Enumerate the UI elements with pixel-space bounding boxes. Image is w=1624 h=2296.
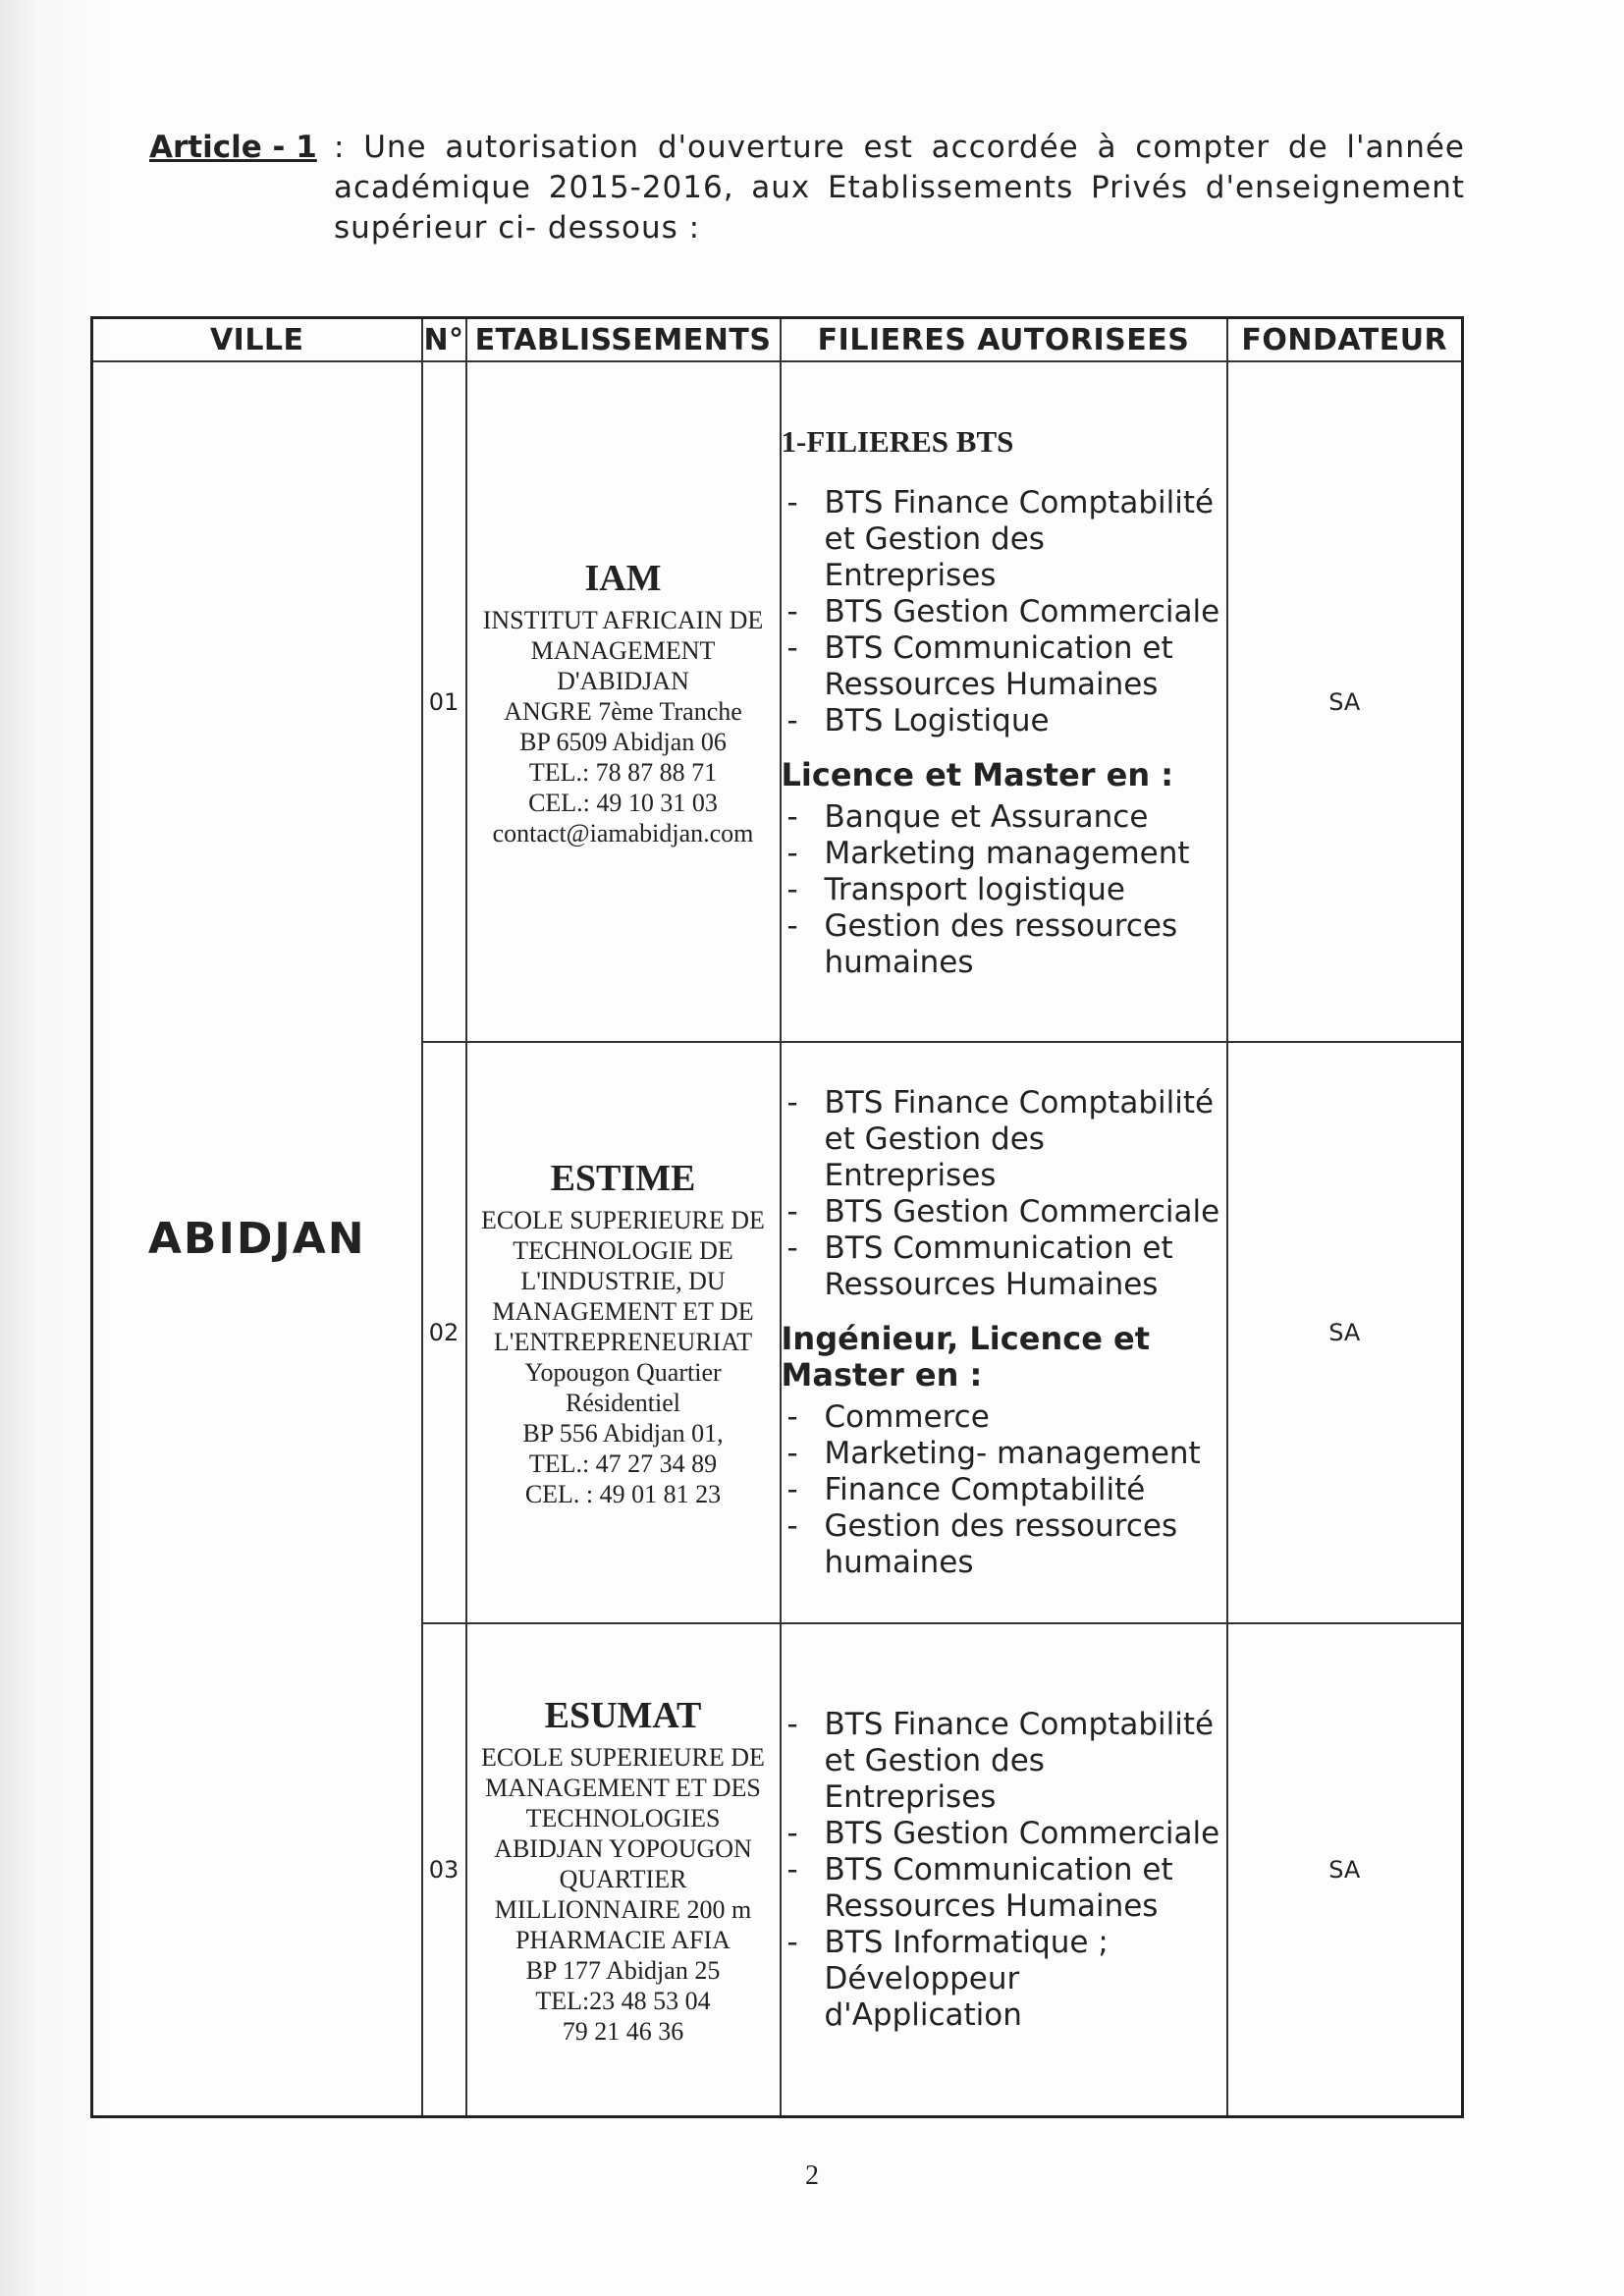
article-label: Article - 1	[149, 130, 317, 165]
establishment-detail: D'ABIDJAN	[557, 666, 689, 695]
list-item: - BTS Communication et Ressources Humaines	[782, 1230, 1226, 1303]
list-item: - BTS Finance Comptabilité et Gestion des Entreprises	[782, 485, 1226, 594]
header-ville: VILLE	[92, 318, 422, 362]
bts-list	[782, 485, 1226, 739]
establishment-detail: CEL. : 49 01 81 23	[524, 1480, 722, 1509]
establishment-detail: CEL.: 49 10 31 03	[528, 788, 718, 817]
header-etablissements: ETABLISSEMENTS	[466, 318, 781, 362]
list-item: - BTS Finance Comptabilité et Gestion des Entreprises	[782, 1085, 1226, 1194]
establishment-detail: L'INDUSTRIE, DU	[520, 1267, 726, 1296]
establishment-detail: MANAGEMENT	[530, 635, 716, 665]
degree-group-title: Ingénieur, Licence et Master en :	[781, 1319, 1151, 1394]
page-number: 2	[805, 2160, 819, 2191]
establishment-detail: BP 6509 Abidjan 06	[519, 727, 727, 756]
establishment-acronym: ESTIME	[550, 1158, 696, 1200]
fondateur-cell: SA	[1227, 1042, 1463, 1623]
establishment-detail: L'ENTREPRENEURIAT	[493, 1328, 753, 1357]
establishment-detail: ABIDJAN YOPOUGON	[494, 1834, 752, 1864]
establishment-detail: TEL.: 47 27 34 89	[528, 1449, 718, 1479]
establishment-detail: MILLIONNAIRE 200 m	[494, 1895, 752, 1925]
list-item: - BTS Communication et Ressources Humaines	[782, 630, 1226, 703]
establishments-table	[90, 316, 1464, 2118]
list-item: - BTS Logistique	[782, 703, 1226, 739]
list-item: - BTS Informatique ; Développeur d'Application	[782, 1925, 1226, 2034]
establishment-cell	[466, 361, 781, 1042]
ville-cell: ABIDJAN	[92, 361, 422, 2116]
table-row	[92, 361, 1463, 1042]
establishment-cell	[466, 1623, 781, 2116]
establishment-detail: INSTITUT AFRICAIN DE	[482, 605, 764, 634]
fondateur-cell: SA	[1227, 361, 1463, 1042]
bts-list	[782, 1085, 1226, 1303]
establishment-detail: 79 21 46 36	[562, 2017, 684, 2047]
list-item: - Transport logistique	[782, 872, 1226, 908]
establishment-detail: ANGRE 7ème Tranche	[504, 696, 742, 726]
establishment-detail: TECHNOLOGIE DE	[513, 1236, 733, 1266]
establishment-detail: BP 556 Abidjan 01,	[522, 1419, 724, 1449]
list-item: - BTS Gestion Commerciale	[782, 594, 1226, 630]
establishment-acronym: IAM	[584, 557, 662, 599]
article-paragraph	[149, 128, 1465, 248]
establishment-detail: MANAGEMENT ET DE	[492, 1297, 754, 1327]
list-item: - Finance Comptabilité	[782, 1472, 1226, 1508]
establishment-detail: PHARMACIE AFIA	[515, 1926, 731, 1955]
list-item: - Marketing management	[782, 836, 1226, 872]
bts-list	[782, 1707, 1226, 2034]
establishment-detail: MANAGEMENT ET DES	[485, 1774, 761, 1803]
list-item: - BTS Finance Comptabilité et Gestion des Entreprises	[782, 1707, 1226, 1816]
filieres-cell	[781, 1623, 1227, 2116]
establishment-detail: TEL.: 78 87 88 71	[528, 757, 718, 787]
establishment-detail: ECOLE SUPERIEURE DE	[481, 1206, 765, 1235]
list-item: - BTS Communication et Ressources Humaines	[782, 1852, 1226, 1925]
establishment-detail: contact@iamabidjan.com	[492, 818, 754, 847]
filieres-cell	[781, 361, 1227, 1042]
list-item: - Commerce	[782, 1399, 1226, 1436]
header-filieres: FILIERES AUTORISEES	[781, 318, 1227, 362]
list-item: - Marketing- management	[782, 1436, 1226, 1472]
establishment-cell	[466, 1042, 781, 1623]
fondateur-cell: SA	[1227, 1623, 1463, 2116]
degree-list	[782, 799, 1226, 981]
establishment-detail: ECOLE SUPERIEURE DE	[481, 1743, 765, 1773]
list-item: - Gestion des ressources humaines	[782, 908, 1226, 981]
filieres-cell	[781, 1042, 1227, 1623]
list-item: - Banque et Assurance	[782, 799, 1226, 836]
row-number: 02	[422, 1042, 466, 1623]
establishment-detail: QUARTIER	[559, 1865, 687, 1894]
degree-group-title: Licence et Master en :	[781, 755, 1174, 793]
filieres-section-title: 1-FILIERES BTS	[781, 423, 1014, 459]
row-number: 03	[422, 1623, 466, 2116]
header-num: N°	[422, 318, 466, 362]
establishment-detail: Résidentiel	[566, 1389, 680, 1418]
row-number: 01	[422, 361, 466, 1042]
list-item: - BTS Gestion Commerciale	[782, 1816, 1226, 1852]
table-header-row	[92, 318, 1463, 362]
list-item: - Gestion des ressources humaines	[782, 1508, 1226, 1581]
establishment-detail: Yopougon Quartier	[524, 1358, 722, 1388]
establishment-acronym: ESUMAT	[544, 1695, 702, 1737]
list-item: - BTS Gestion Commerciale	[782, 1194, 1226, 1230]
establishment-detail: TECHNOLOGIES	[525, 1804, 721, 1833]
degree-list	[782, 1399, 1226, 1581]
establishment-detail: BP 177 Abidjan 25	[525, 1956, 721, 1986]
header-fondateur: FONDATEUR	[1227, 318, 1463, 362]
establishment-detail: TEL:23 48 53 04	[535, 1987, 711, 2016]
article-text: : Une autorisation d'ouverture est accordée à compter de l'année académique 2015-2016, aux Etablissements Privés d'enseignement supérieur ci- dessous :	[334, 130, 1465, 246]
